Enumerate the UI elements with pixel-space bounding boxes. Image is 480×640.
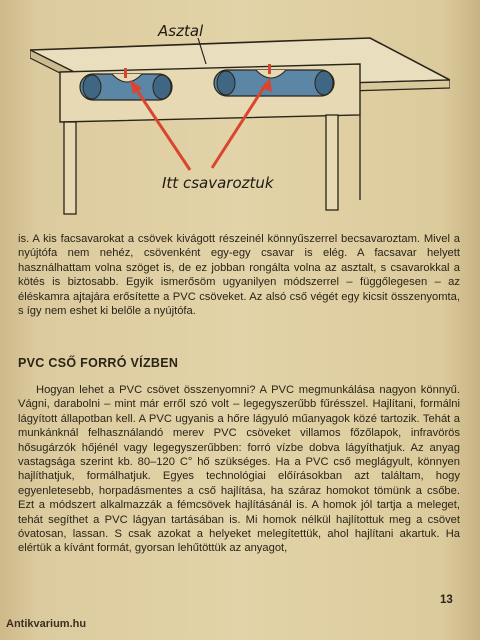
label-screw-point: Itt csavaroztuk [162, 174, 274, 192]
table-leg-right [326, 115, 338, 210]
paragraph-continued [18, 232, 460, 318]
paragraph-1: is. A kis facsavarokat a csövek kivágott részeinél könnyűszerrel becsavaroztam. Mivel a nyújtófa nem nehéz, csövenként egy-egy csavar is elég. A facsavar helyett használhattam volna szöget is, de ez jobban rongálta volna az asztalt, s csavarokkal a kötés is biztosabb. Egyik ismerősöm ugyanilyen módszerrel – függőlegesen – az éléskamra ajtajára erősítette a PVC csöveket. Az alsó cső végét egy kicsit összenyomta, s így nem eshet ki belőle a nyújtófa. [18, 233, 460, 318]
paragraph-2: Hogyan lehet a PVC csövet összenyomni? A PVC megmunkálása nagyon könnyű. Vágni, darabolni – mint már erről szó volt – legegyszerűbb fűrésszel. Hajlítani, formálni lágyított állapotban kell. A PVC ugyanis a hőre lágyuló műanyagok közé tartozik. Tehát a munkánknál felhasználandó merev PVC csöveket villamos főzőlapok, infravörös hősugárzók hőjénél vagy legegyszerűbben: forró vízbe dobva lágyíthatjuk. Az anyag vastagsága szerint kb. 80–120 C° hő szükséges. Ha a PVC cső meglágyult, könnyen hajlíthatjuk, formálhatjuk. Egyes technológiai előírásokban azt találtam, hogy egyenletesebb, horpadásmentes a cső hajlítása, ha száraz homokot tömünk a csőbe. Ezt a módszert alkalmazzák a fémcsövek hajlításánál is. A homok jól tartja a meleget, tehát segíthet a PVC lágyan tartásában is. Mi homok nélkül hajlítottuk meg a csövet óvatosan, lassan. S csak azokat a helyeket melegítettük, ahol hajlítani akartuk. Ha elértük a kívánt formát, gyorsan lehűtöttük az anyagot, [18, 384, 460, 555]
label-table: Asztal [158, 22, 204, 40]
table-leg-left [64, 122, 76, 214]
watermark: Antikvarium.hu [6, 618, 87, 630]
table-pipe-illustration [30, 10, 450, 220]
page-number: 13 [440, 594, 453, 606]
section-heading: PVC CSŐ FORRÓ VÍZBEN [18, 356, 179, 370]
section-body [18, 383, 460, 556]
